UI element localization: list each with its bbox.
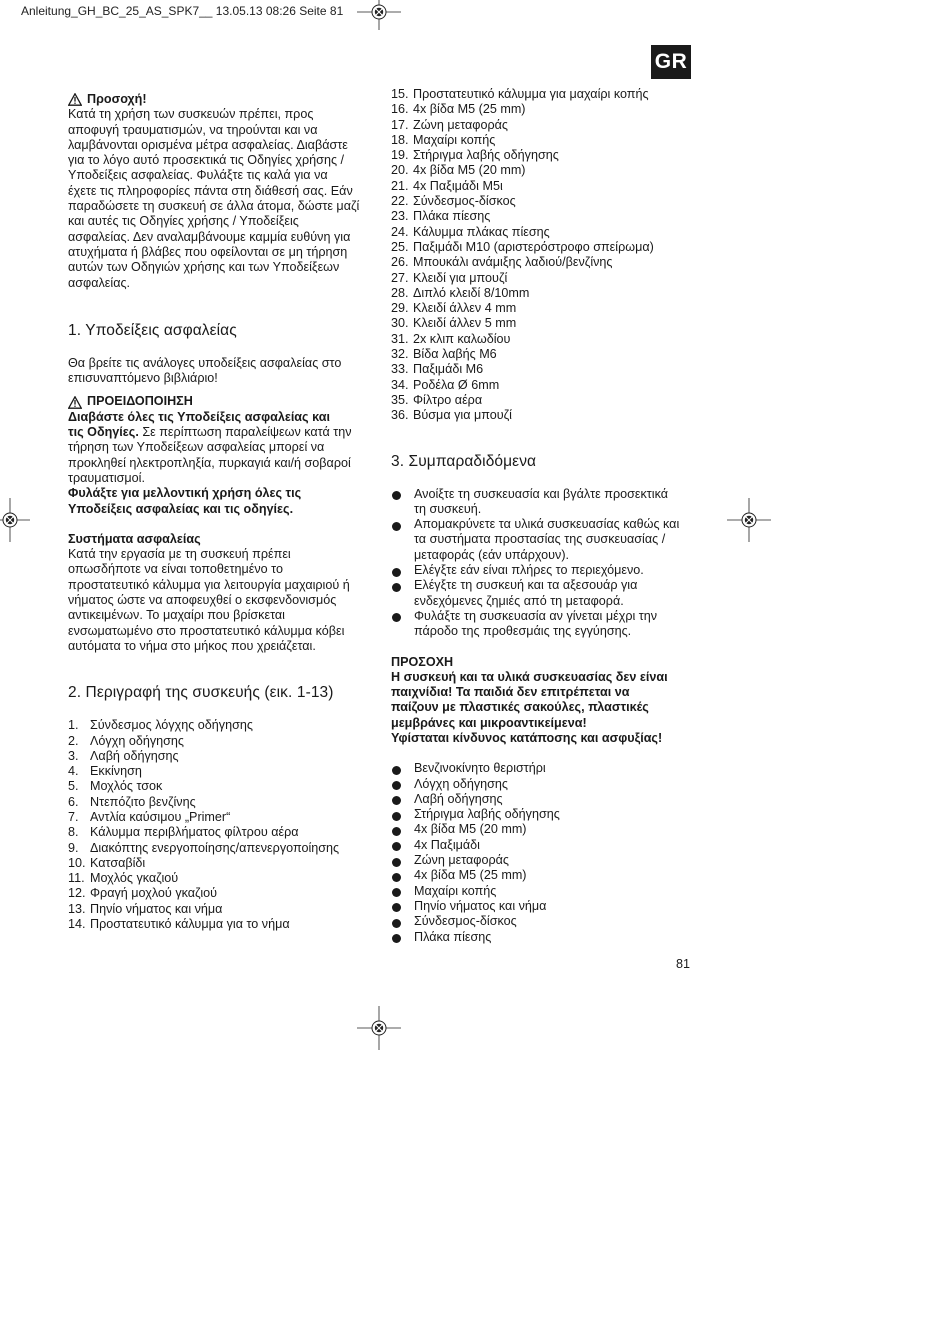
- left-column: [68, 92, 370, 932]
- warning-bold-inline: τις Οδηγίες.: [68, 425, 139, 440]
- unpacking-list: [391, 487, 696, 640]
- list-item: 5. Μοχλός τσοκ: [68, 779, 163, 794]
- caution-heading-2: ΠΡΟΣΟΧΗ: [391, 654, 454, 669]
- list-item: Ζώνη μεταφοράς: [391, 853, 696, 868]
- registration-mark-icon: [727, 498, 771, 542]
- registration-mark-icon: [357, 0, 401, 30]
- list-item: 18. Μαχαίρι κοπής: [391, 132, 496, 147]
- list-item: Ελέγξτε τη συσκευή και τα αξεσουάρ για ενδεχόμενες ζημιές από τη μεταφορά.: [391, 578, 696, 609]
- parts-list-continued: [391, 87, 696, 424]
- warning-keep-line: Φυλάξτε για μελλοντική χρήση όλες τις: [68, 486, 302, 501]
- list-item: Μαχαίρι κοπής: [391, 884, 696, 899]
- text-line: λαμβάνονται ορισμένα μέτρα ασφαλείας. Διαβάστε: [68, 137, 348, 152]
- list-item: Στήριγμα λαβής οδήγησης: [391, 807, 696, 822]
- list-item: Φυλάξτε τη συσκευασία αν γίνεται μέχρι την πάροδο της προθεσμάις της εγγύησης.: [391, 609, 696, 640]
- text-line: προκληθεί ηλεκτροπληξία, πυρκαγιά και/ή σοβαροί: [68, 455, 351, 470]
- text-line: Υποδείξεις ασφαλείας. Φυλάξτε τις καλά για να: [68, 168, 328, 183]
- warning-triangle-icon: [68, 93, 82, 106]
- list-item: 27. Κλειδί για μπουζί: [391, 270, 508, 285]
- section-heading-description: 2. Περιγραφή της συσκευής (εικ. 1-13): [68, 684, 334, 702]
- list-item: 21. 4x Παξιμάδι M5ι: [391, 178, 503, 193]
- list-item: 6. Ντεπόζιτο βενζίνης: [68, 794, 196, 809]
- list-item: 7. Αντλία καύσιμου „Primer“: [68, 809, 231, 824]
- warning-bold-line: Διαβάστε όλες τις Υποδείξεις ασφαλείας και: [68, 409, 330, 424]
- list-item: 29. Κλειδί άλλεν 4 mm: [391, 301, 517, 316]
- list-item: Ανοίξτε τη συσκευασία και βγάλτε προσεκτικά τη συσκευή.: [391, 487, 696, 518]
- caution-bold-line: παίζουν με πλαστικές σακούλες, πλαστικές: [391, 700, 649, 715]
- list-item: Λαβή οδήγησης: [391, 792, 696, 807]
- text-line: Θα βρείτε τις ανάλογες υποδείξεις ασφαλείας στο: [68, 355, 342, 370]
- caution-bold-line: Η συσκευή και τα υλικά συσκευασίας δεν είναι: [391, 669, 668, 684]
- text-line: παραδώσετε τη συσκευή σε άλλα άτομα, δώστε μαζί: [68, 199, 360, 214]
- list-item: 11. Μοχλός γκαζιού: [68, 871, 179, 886]
- text-line: ασφαλείας. Δεν αναλαμβάνουμε καμμία ευθύνη για: [68, 229, 351, 244]
- warning-keep-line: Υποδείξεις ασφαλείας και τις οδηγίες.: [68, 501, 294, 516]
- list-item: 25. Παξιμάδι M10 (αριστερόστροφο σπείρωμα): [391, 239, 654, 254]
- subheading-safety-systems: Συστήματα ασφαλείας: [68, 531, 201, 546]
- text-line: τήρηση των Υποδείξεων ασφαλείας μπορεί να: [68, 440, 325, 455]
- list-item: Βενζινοκίνητο θεριστήρι: [391, 761, 696, 776]
- list-item: 24. Κάλυμμα πλάκας πίεσης: [391, 224, 550, 239]
- list-item: Απομακρύνετε τα υλικά συσκευασίας καθώς και τα συστήματα προστασίας της συσκευασίας / μεταφοράς (εάν υπάρχουν).: [391, 517, 696, 563]
- registration-mark-icon: [357, 1006, 401, 1050]
- warning-inline-text: Σε περίπτωση παραλείψεων κατά την: [138, 425, 352, 440]
- list-item: 35. Φίλτρο αέρα: [391, 392, 483, 407]
- text-line: ενσωματωμένο στο προστατευτικό κάλυμμα κόβει: [68, 623, 345, 638]
- text-line: τραυματισμοί.: [68, 470, 145, 485]
- list-item: 15. Προστατευτικό κάλυμμα για μαχαίρι κοπής: [391, 87, 649, 101]
- list-item: 3. Λαβή οδήγησης: [68, 748, 179, 763]
- list-item: 13. Πηνίο νήματος και νήμα: [68, 901, 223, 916]
- caution-text: [68, 107, 370, 291]
- list-item: 2. Λόγχη οδήγησης: [68, 733, 184, 748]
- language-badge: GR: [651, 45, 691, 79]
- list-item: 32. Βίδα λαβής M6: [391, 347, 497, 362]
- print-slug-line: Anleitung_GH_BC_25_AS_SPK7__ 13.05.13 08:26 Seite 81: [21, 4, 344, 18]
- right-column: [391, 87, 696, 945]
- list-item: 4x βίδα M5 (20 mm): [391, 822, 696, 837]
- list-item: 23. Πλάκα πίεσης: [391, 209, 491, 224]
- caution-title: Προσοχή!: [87, 92, 147, 106]
- list-item: 10. Κατσαβίδι: [68, 855, 146, 870]
- text-line: προστατευτικό κάλυμμα για λειτουργία μαχαιριού ή: [68, 577, 350, 592]
- list-item: 4x βίδα M5 (25 mm): [391, 868, 696, 883]
- list-item: 9. Διακόπτης ενεργοποίησης/απενεργοποίησης: [68, 840, 340, 855]
- registration-mark-icon: [0, 498, 30, 542]
- text-line: αυτών των Οδηγιών χρήσης και των Υποδείξεων: [68, 260, 340, 275]
- list-item: 34. Ροδέλα Ø 6mm: [391, 377, 500, 392]
- text-line: και αυτές τις Οδηγίες χρήσης / Υποδείξεις: [68, 214, 299, 229]
- caution-bold-line: Υφίσταται κίνδυνος κατάποσης και ασφυξίας!: [391, 730, 663, 745]
- text-line: Κατά τη χρήση των συσκευών πρέπει, προς: [68, 107, 314, 122]
- text-line: οπωσδήποτε να είναι τοποθετημένο το: [68, 562, 283, 577]
- page-number: 81: [676, 957, 691, 971]
- text-line: αποφυγή τραυματισμών, να τηρούνται και να: [68, 122, 318, 137]
- list-item: 12. Φραγή μοχλού γκαζιού: [68, 886, 218, 901]
- caution-bold-line: μεμβράνες και μικροαντικείμενα!: [391, 715, 587, 730]
- list-item: 26. Μπουκάλι ανάμιξης λαδιού/βενζίνης: [391, 255, 613, 270]
- caution-bold-line: παιχνίδια! Τα παιδιά δεν επιτρέπεται να: [391, 685, 630, 700]
- list-item: 19. Στήριγμα λαβής οδήγησης: [391, 148, 559, 163]
- list-item: 17. Ζώνη μεταφοράς: [391, 117, 508, 132]
- list-item: 30. Κλειδί άλλεν 5 mm: [391, 316, 517, 331]
- text-line: για το λόγο αυτό προσεκτικά τις Οδηγίες χρήσης /: [68, 153, 345, 168]
- warning-heading: [68, 394, 370, 409]
- list-item: 16. 4x βίδα M5 (25 mm): [391, 102, 526, 117]
- list-item: 33. Παξιμάδι M6: [391, 362, 484, 377]
- text-line: αυτόματα το νήμα στο μήκος που χρειάζεται.: [68, 638, 316, 653]
- text-line: ασφαλείας.: [68, 275, 131, 290]
- text-line: αντικειμένων. Το μαχαίρι που βρίσκεται: [68, 608, 285, 623]
- list-item: Σύνδεσμος-δίσκος: [391, 914, 696, 929]
- contents-list: [391, 761, 696, 945]
- warning-title: ΠΡΟΕΙΔΟΠΟΙΗΣΗ: [87, 394, 193, 409]
- section-heading-delivery: 3. Συμπαραδιδόμενα: [391, 452, 537, 470]
- list-item: Λόγχη οδήγησης: [391, 777, 696, 792]
- text-line: Κατά την εργασία με τη συσκευή πρέπει: [68, 547, 291, 562]
- list-item: Ελέγξτε εάν είναι πλήρες το περιεχόμενο.: [391, 563, 696, 578]
- list-item: 20. 4x βίδα M5 (20 mm): [391, 163, 526, 178]
- list-item: 14. Προστατευτικό κάλυμμα για το νήμα: [68, 917, 290, 932]
- text-line: [68, 425, 370, 440]
- text-line: έχετε τις πληροφορίες πάντα στη διάθεσή σας. Εάν: [68, 183, 353, 198]
- list-item: 31. 2x κλιπ καλωδίου: [391, 331, 511, 346]
- warning-triangle-icon: [68, 396, 82, 409]
- caution-heading: [68, 92, 370, 107]
- text-line: ατυχήματα ή βλάβες που οφείλονται σε μη τήρηση: [68, 244, 348, 259]
- list-item: 4x Παξιμάδι: [391, 838, 696, 853]
- list-item: Πλάκα πίεσης: [391, 930, 696, 945]
- text-line: επισυναπτόμενο βιβλιάριο!: [68, 371, 218, 386]
- list-item: 28. Διπλό κλειδί 8/10mm: [391, 285, 530, 300]
- list-item: Πηνίο νήματος και νήμα: [391, 899, 696, 914]
- list-item: 1. Σύνδεσμος λόγχης οδήγησης: [68, 718, 253, 733]
- text-line: νήματος ώστε να αποφευχθεί ο εκσφενδονισμός: [68, 593, 337, 608]
- list-item: 36. Βύσμα για μπουζί: [391, 408, 512, 423]
- list-item: 4. Εκκίνηση: [68, 764, 142, 779]
- list-item: 8. Κάλυμμα περιβλήματος φίλτρου αέρα: [68, 825, 299, 840]
- parts-list: [68, 718, 370, 932]
- list-item: 22. Σύνδεσμος-δίσκος: [391, 194, 516, 209]
- section-heading-safety: 1. Υποδείξεις ασφαλείας: [68, 321, 237, 339]
